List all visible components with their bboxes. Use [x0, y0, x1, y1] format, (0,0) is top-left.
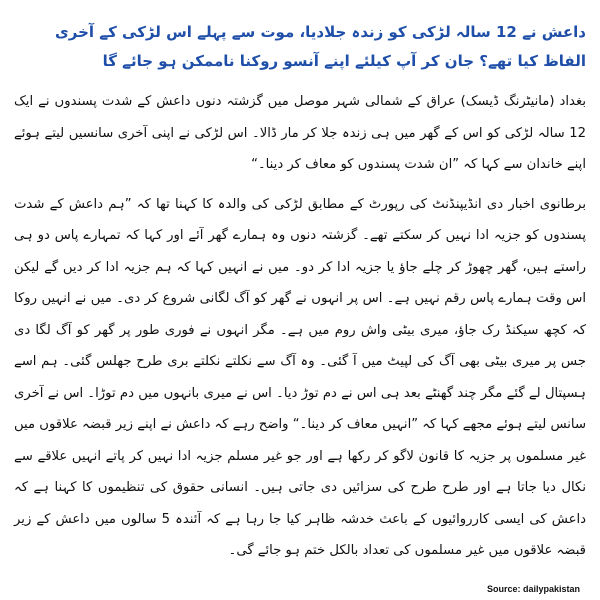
article-paragraph: بغداد (مانیٹرنگ ڈیسک) عراق کے شمالی شہر موصل میں گزشتہ دنوں داعش کے شدت پسندوں نے ایک 12 سالہ لڑکی کو اس کے گھر میں ہی زندہ جلا کر مار ڈالا۔ اس لڑکی نے اپنی آخری سانسیں لیتے ہوئے اپنے خاندان سے کہا کہ ”ان شدت پسندوں کو معاف کر دینا۔“ [14, 94, 586, 172]
article-paragraph: برطانوی اخبار دی انڈیپنڈنٹ کی رپورٹ کے مطابق لڑکی کی والدہ کا کہنا تھا کہ ”ہم داعش کے شدت پسندوں کو جزیہ ادا نہیں کر سکتے تھے۔ گزشتہ دنوں وہ ہمارے گھر آئے اور کہا کہ تمہارے پاس دو ہی راستے ہیں، گھر چھوڑ کر چلے جاؤ یا جزیہ ادا کر دو۔ میں نے انہیں کہا کہ ہم جزیہ ادا کر دیں گے لیکن اس وقت ہمارے پاس رقم نہیں ہے۔ اس پر انہوں نے گھر کو آگ لگانی شروع کر دی۔ میں نے انہیں روکا کہ کچھ سیکنڈ رک جاؤ، میری بیٹی واش روم میں ہے۔ مگر انہوں نے فوری طور پر گھر کو آگ لگا دی جس پر میری بیٹی بھی آگ کی لپیٹ میں آ گئی۔ وہ آگ سے نکلتے نکلتے بری طرح جھلس گئی۔ ہم اسے ہسپتال لے گئے مگر چند گھنٹے بعد ہی اس نے دم توڑ دیا۔ اس نے میری بانہوں میں دم توڑا۔ اس نے آخری سانس لیتے ہوئے مجھے کہا کہ ”انہیں معاف کر دینا۔“ واضح رہے کہ داعش نے اپنے زیر قبضہ علاقوں میں غیر مسلموں پر جزیہ کا قانون لاگو کر رکھا ہے اور جو غیر مسلم جزیہ ادا نہیں کر پاتے انہیں علاقے سے نکال دیا جاتا ہے اور طرح طرح کی سزائیں دی جاتی ہیں۔ انسانی حقوق کی تنظیموں کا کہنا ہے کہ داعش کی ایسی کارروائیوں کے باعث خدشہ ظاہر کیا جا رہا ہے کہ آئندہ 5 سالوں میں داعش کے زیر قبضہ علاقوں میں غیر مسلموں کی تعداد بالکل ختم ہو جائے گی۔ [14, 196, 586, 558]
article-headline: داعش نے 12 سالہ لڑکی کو زندہ جلادیا، موت سے پہلے اس لڑکی کے آخری الفاظ کیا تھے؟ جان کر آپ کیلئے اپنے آنسو روکنا ناممکن ہو جائے گا [55, 23, 586, 70]
source-credit: Source: dailypakistan [486, 584, 580, 594]
